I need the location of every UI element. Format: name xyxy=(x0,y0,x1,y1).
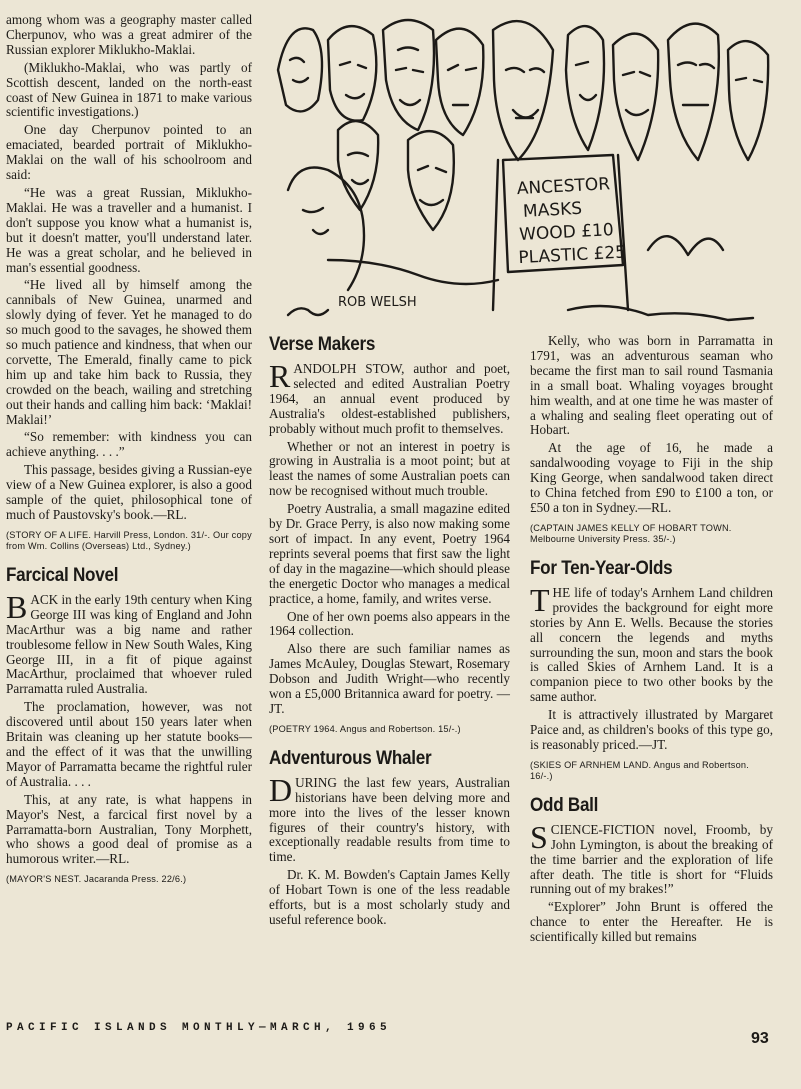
paragraph xyxy=(530,581,773,705)
paragraph: One day Cherpunov pointed to an emaciated, bearded portrait of Miklukho-Maklai on the wall of his schoolroom and said: xyxy=(6,122,252,183)
book-citation: (SKIES OF ARNHEM LAND. Angus and Robertson. 16/-.) xyxy=(530,759,749,781)
cartoonist-signature: ROB WELSH xyxy=(338,295,417,310)
paragraph: Also there are such familiar names as James McAuley, Douglas Stewart, Rosemary Dobson and Judith Wright—who recently won a £5,000 Britannica award for poetry. —JT. xyxy=(269,641,510,716)
paragraph: “So remember: with kindness you can achieve anything. . . .” xyxy=(6,429,252,460)
sign-line: ANCESTOR xyxy=(516,174,611,200)
paragraph-text: HE life of today's Arnhem Land children provides the background for eight more stories by Ann E. Wells. Because the stories all concern the legends and myths surrounding the sun, moon and stars the book is called Skies of Arnhem Land. It is a companion piece to two other books by the same author. xyxy=(530,584,773,705)
cartoon-drawing xyxy=(268,10,780,328)
paragraph xyxy=(269,358,510,437)
paragraph: This passage, besides giving a Russian-eye view of a New Guinea explorer, is also a good sample of the quiet, philosophical tone of much of Paustovsky's book.—RL. xyxy=(6,462,252,522)
sign-line: MASKS xyxy=(522,198,583,222)
paragraph-text: URING the last few years, Australian historians have been delving more and more into the lives of the lesser known figures of their country's history, with exceptionally readable results from time to time. xyxy=(269,774,510,865)
paragraph xyxy=(6,588,252,697)
column-middle xyxy=(269,334,510,928)
drop-cap: B xyxy=(6,588,28,625)
section-heading-ten-year-olds: For Ten-Year-Olds xyxy=(530,557,673,579)
book-citation: (STORY OF A LIFE. Harvill Press, London. 31/-. Our copy from Wm. Collins (Overseas) Ltd., Sydney.) xyxy=(6,529,252,551)
paragraph xyxy=(530,818,773,898)
book-citation: (CAPTAIN JAMES KELLY OF HOBART TOWN. Melbourne University Press. 35/-.) xyxy=(530,522,732,544)
page-footer: PACIFIC ISLANDS MONTHLY—MARCH, 1965 xyxy=(6,1022,392,1034)
paragraph-text: ACK in the early 19th century when King George III was king of England and John MacArthur was a big name and rather troublesome fellow in New South Wales, King George III, in a fit of pique against MacArthur, proclaimed that whoever ruled Parramatta ruled Australia. xyxy=(6,591,252,697)
drop-cap: T xyxy=(530,581,550,618)
paragraph: among whom was a geography master called Cherpunov, who was a great admirer of the Russian explorer Miklukho-Maklai. xyxy=(6,12,252,57)
column-left xyxy=(6,13,252,898)
sign-line: WOOD £10 xyxy=(518,220,615,246)
paragraph-text: CIENCE-FICTION novel, Froomb, by John Lymington, is about the breaking of the time barrier and the exploration of life after death. The title is short for “Fluids running out of my brakes!” xyxy=(530,821,773,897)
book-citation: (POETRY 1964. Angus and Robertson. 15/-.) xyxy=(269,723,461,734)
paragraph: One of her own poems also appears in the 1964 collection. xyxy=(269,608,510,639)
section-heading-verse-makers: Verse Makers xyxy=(269,334,376,355)
cartoon-ancestor-masks xyxy=(268,10,780,328)
paragraph: “He was a great Russian, Miklukho-Maklai. He was a traveller and a humanist. I don't suppose you know what a humanist is, but it doesn't matter, you'll understand later. He was a great scholar, and he believed in man's essential goodness. xyxy=(6,184,252,275)
paragraph: The proclamation, however, was not discovered until about 150 years later when Britain was cleaning up her statute books—and the effect of it was that the unwilling Mayor of Parramatta became the rightful ruler of Australia. . . . xyxy=(6,699,252,789)
page-number: 93 xyxy=(751,1030,769,1047)
section-heading-farcical-novel: Farcical Novel xyxy=(6,564,119,586)
drop-cap: R xyxy=(269,358,291,394)
paragraph: (Miklukho-Maklai, who was partly of Scottish descent, landed on the north-east coast of New Guinea in 1871 to make various scientific investigations.) xyxy=(6,59,252,120)
paragraph-text: ANDOLPH STOW, author and poet, selected and edited Australian Poetry 1964, an annual event produced by Australia's oldest-established publishers, probably without much profit to themselves. xyxy=(269,361,510,436)
drop-cap: S xyxy=(530,818,548,855)
sign-line: PLASTIC £25 xyxy=(517,242,627,269)
paragraph: It is attractively illustrated by Margaret Paice and, as children's books of this type go, is reasonably priced.—JT. xyxy=(530,707,773,752)
paragraph: This, at any rate, is what happens in Mayor's Nest, a farcical first novel by a Parramatta-born Australian, Tony Morphett, who shows a good deal of promise as a humorous writer.—RL. xyxy=(6,791,252,867)
paragraph: At the age of 16, he made a sandalwooding voyage to Fiji in the ship King George, when sandalwood taken direct to China fetched from £90 to £100 a ton, or £50 a ton in Sydney.—RL. xyxy=(530,440,773,515)
section-heading-adventurous-whaler: Adventurous Whaler xyxy=(269,747,432,769)
paragraph: “He lived all by himself among the cannibals of New Guinea, unarmed and slowly dying of fever. Yet he managed to do so much good to the savages, he showed them so much patience and kindness, that when our corvette, The Emerald, finally came to pick him up and take him back to Russia, they crowded on the beach, wailing and stretching out their hands and calling him back: ‘Maklai! Maklai!’ xyxy=(6,277,252,427)
paragraph xyxy=(269,771,510,865)
column-right xyxy=(530,334,773,945)
paragraph: Whether or not an interest in poetry is growing in Australia is a moot point; but at least the names of some Australian poets can now be recognised without much trouble. xyxy=(269,438,510,499)
paragraph: Kelly, who was born in Parramatta in 1791, was an adventurous seaman who became the first man to sail round Tasmania in a small boat. Whaling voyages brought him wealth, and at one time he was master of a whaling and sealing fleet operating out of Hobart. xyxy=(530,333,773,438)
section-heading-odd-ball: Odd Ball xyxy=(530,794,599,816)
drop-cap: D xyxy=(269,771,293,808)
book-citation: (MAYOR'S NEST. Jacaranda Press. 22/6.) xyxy=(6,874,187,885)
paragraph: Dr. K. M. Bowden's Captain James Kelly of Hobart Town is one of the less readable efforts, but is a most scholarly study and useful reference book. xyxy=(269,867,510,927)
paragraph: Poetry Australia, a small magazine edited by Dr. Grace Perry, is also now making some sort of impact. In any event, Poetry 1964 reprints several poems that first saw the light of day in the magazine—which should please the energetic Doctor who manages a medical practice, a home, family, and writes verse. xyxy=(269,501,510,606)
paragraph: “Explorer” John Brunt is offered the chance to enter the Hereafter. He is scientifically killed but remains xyxy=(530,899,773,945)
